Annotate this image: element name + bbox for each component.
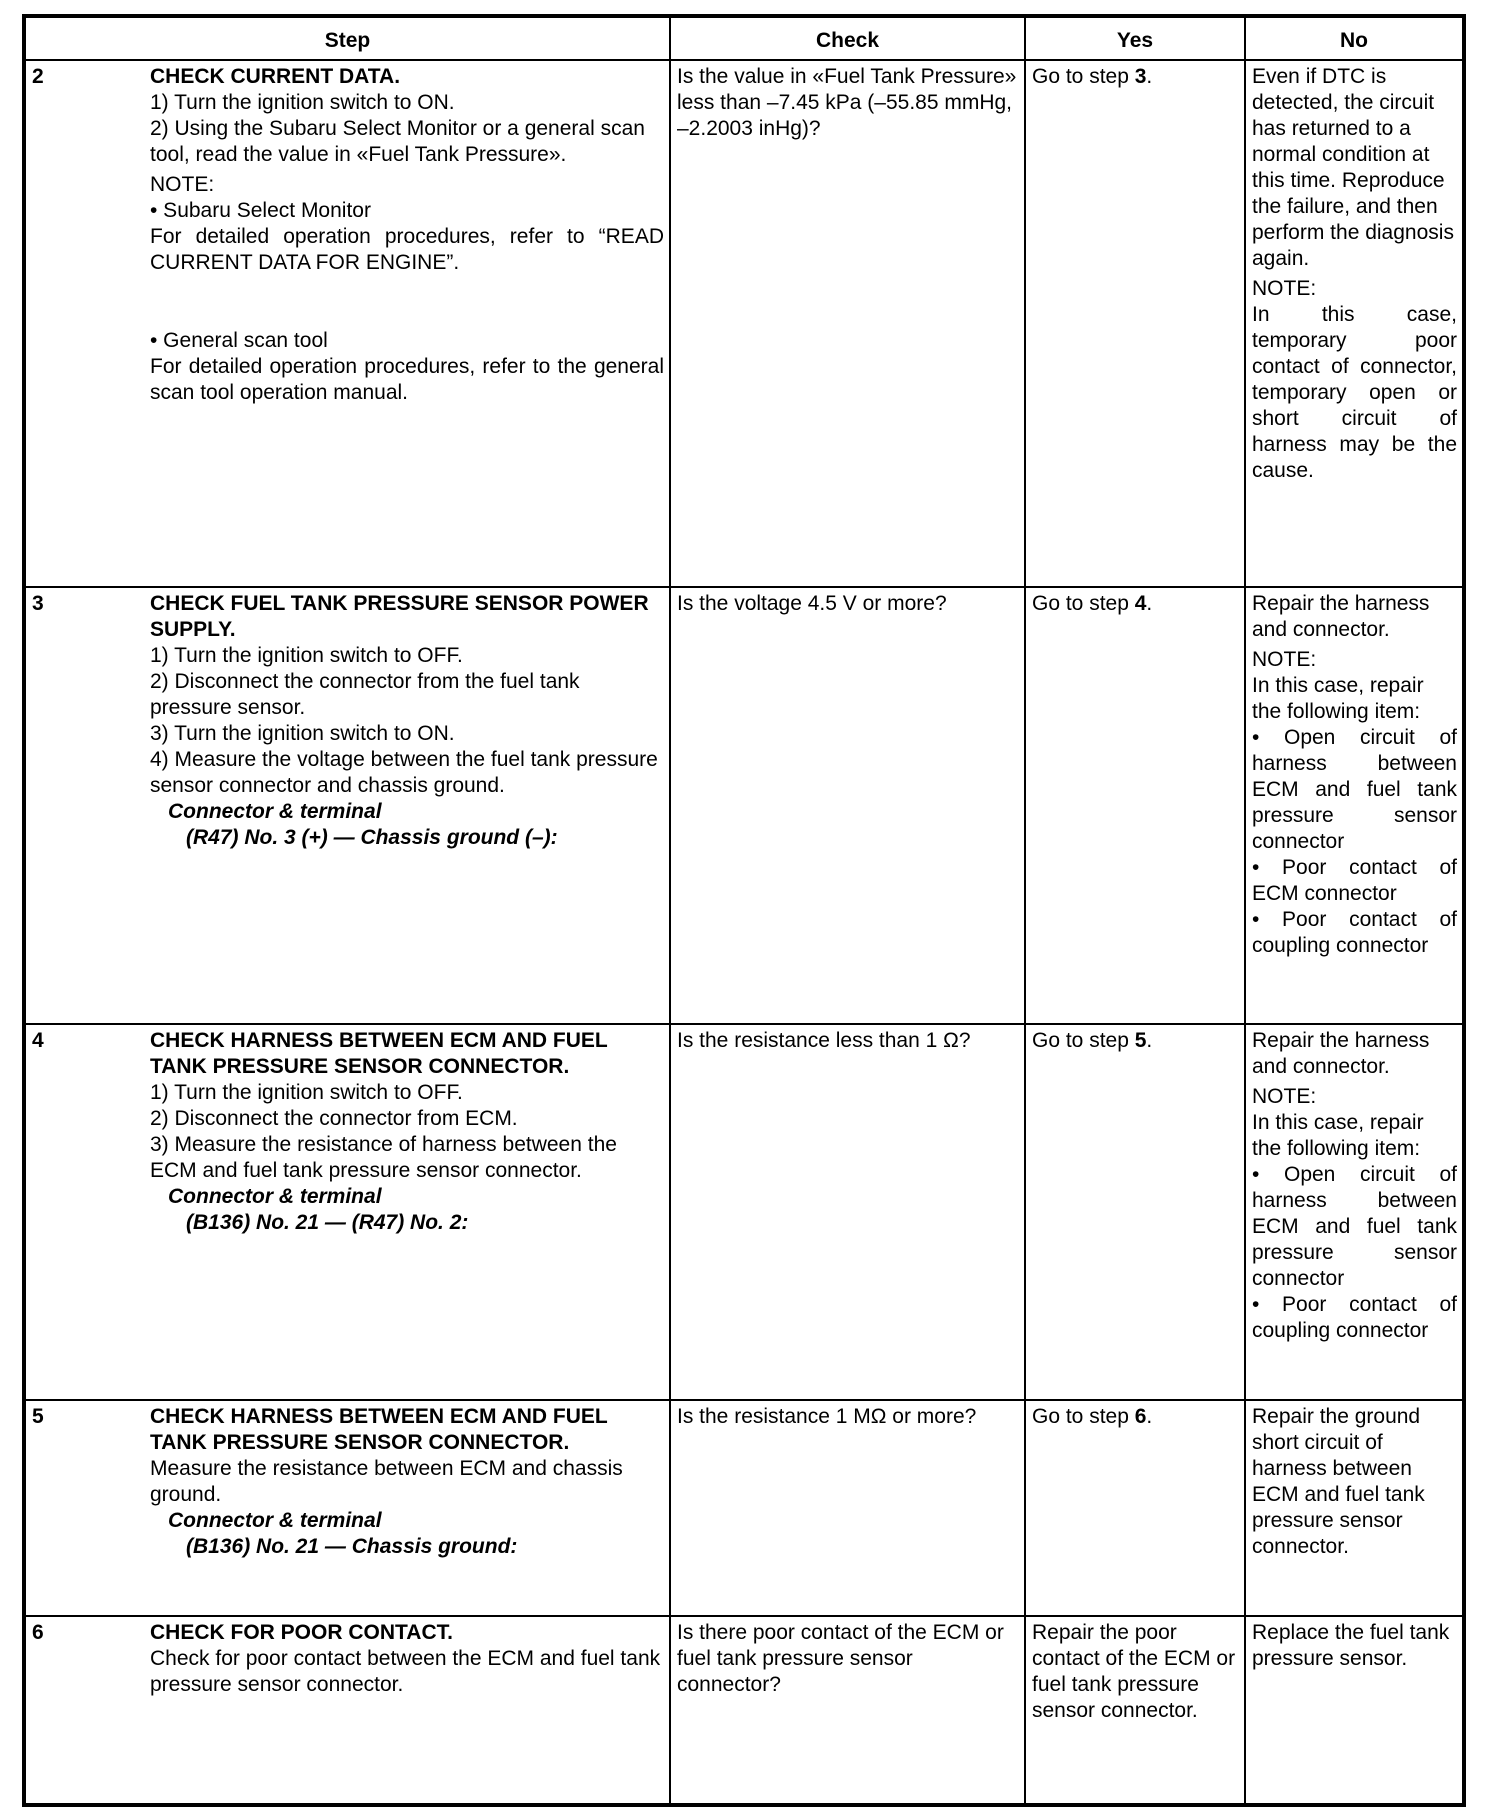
- step-instruction: 1) Turn the ignition switch to OFF.: [150, 644, 463, 667]
- step-cell: [26, 587, 670, 1024]
- connector-label: Connector & terminal: [168, 1509, 382, 1532]
- goto-step-link[interactable]: 6: [1134, 1405, 1147, 1428]
- table-header-row: [26, 18, 1462, 60]
- no-text: Even if DTC is detected, the circuit has returned to a normal condition at this time. Reproduce the failure, and then perform the diagnosis again.: [1252, 65, 1454, 270]
- note-bullet: • General scan tool: [150, 329, 328, 352]
- step-instruction: 3) Turn the ignition switch to ON.: [150, 722, 455, 745]
- header-yes: Yes: [1025, 18, 1245, 60]
- yes-prefix: Go to step: [1032, 1029, 1135, 1052]
- step-number: 3: [32, 592, 44, 615]
- note-text: For detailed operation procedures, refer to “READ CURRENT DATA FOR ENGINE”.: [150, 225, 664, 274]
- yes-cell: Repair the poor contact of the ECM or fuel tank pressure sensor connector.: [1025, 1616, 1245, 1803]
- step-instruction: 2) Using the Subaru Select Monitor or a general scan tool, read the value in «Fuel Tank Pressure».: [150, 117, 645, 166]
- check-cell: Is the resistance 1 MΩ or more?: [670, 1400, 1025, 1616]
- check-cell: Is the value in «Fuel Tank Pressure» less than –7.45 kPa (–55.85 mmHg, –2.2003 inHg)?: [670, 60, 1025, 587]
- yes-prefix: Go to step: [1032, 65, 1135, 88]
- step-number: 2: [32, 65, 44, 88]
- yes-cell: [1025, 1400, 1245, 1616]
- no-text: Repair the harness and connector.: [1252, 592, 1430, 641]
- step-number: 4: [32, 1029, 44, 1052]
- step-title: CHECK FOR POOR CONTACT.: [150, 1621, 453, 1644]
- table-row-step-5: [26, 1400, 1462, 1616]
- step-instruction: 2) Disconnect the connector from the fuel tank pressure sensor.: [150, 670, 580, 719]
- connector-label: Connector & terminal: [168, 800, 382, 823]
- connector-value: (B136) No. 21 — (R47) No. 2:: [186, 1211, 469, 1234]
- note-text: In this case, repair the following item:: [1252, 674, 1424, 723]
- diagnostic-table-frame: [22, 14, 1466, 1807]
- header-check: Check: [670, 18, 1025, 60]
- table-row-step-6: [26, 1616, 1462, 1803]
- check-cell: Is the resistance less than 1 Ω?: [670, 1024, 1025, 1400]
- yes-suffix: .: [1146, 1405, 1153, 1428]
- step-title: CHECK CURRENT DATA.: [150, 65, 401, 88]
- no-text: Repair the harness and connector.: [1252, 1029, 1430, 1078]
- step-cell: [26, 60, 670, 587]
- note-item: • Poor contact of coupling connector: [1252, 1293, 1457, 1342]
- step-cell: [26, 1400, 670, 1616]
- connector-value: (R47) No. 3 (+) — Chassis ground (–):: [186, 826, 558, 849]
- step-instruction: 4) Measure the voltage between the fuel tank pressure sensor connector and chassis ground.: [150, 748, 658, 797]
- yes-suffix: .: [1146, 592, 1153, 615]
- note-bullet: • Subaru Select Monitor: [150, 199, 371, 222]
- no-cell: [1245, 1024, 1462, 1400]
- yes-suffix: .: [1146, 1029, 1153, 1052]
- step-title: CHECK HARNESS BETWEEN ECM AND FUEL TANK PRESSURE SENSOR CONNECTOR.: [150, 1405, 608, 1454]
- header-step: Step: [26, 18, 670, 60]
- note-label: NOTE:: [1252, 1085, 1317, 1108]
- step-instruction: 1) Turn the ignition switch to OFF.: [150, 1081, 463, 1104]
- note-text: In this case, temporary poor contact of connector, temporary open or short circuit of harness may be the cause.: [1252, 303, 1457, 482]
- table-row-step-2: [26, 60, 1462, 587]
- note-label: NOTE:: [150, 173, 215, 196]
- step-cell: [26, 1616, 670, 1803]
- step-number: 5: [32, 1405, 44, 1428]
- header-no: No: [1245, 18, 1462, 60]
- note-text: For detailed operation procedures, refer to the general scan tool operation manual.: [150, 355, 664, 404]
- step-cell: [26, 1024, 670, 1400]
- no-cell: Repair the ground short circuit of harness between ECM and fuel tank pressure sensor connector.: [1245, 1400, 1462, 1616]
- goto-step-link[interactable]: 5: [1134, 1029, 1147, 1052]
- check-cell: Is there poor contact of the ECM or fuel tank pressure sensor connector?: [670, 1616, 1025, 1803]
- note-label: NOTE:: [1252, 648, 1317, 671]
- yes-prefix: Go to step: [1032, 592, 1135, 615]
- note-item: • Open circuit of harness between ECM and fuel tank pressure sensor connector: [1252, 726, 1457, 853]
- no-cell: Replace the fuel tank pressure sensor.: [1245, 1616, 1462, 1803]
- step-instruction: Check for poor contact between the ECM and fuel tank pressure sensor connector.: [150, 1647, 661, 1696]
- step-instruction: 1) Turn the ignition switch to ON.: [150, 91, 455, 114]
- yes-suffix: .: [1146, 65, 1153, 88]
- note-label: NOTE:: [1252, 277, 1317, 300]
- yes-cell: [1025, 587, 1245, 1024]
- connector-label: Connector & terminal: [168, 1185, 382, 1208]
- goto-step-link[interactable]: 4: [1134, 592, 1147, 615]
- yes-cell: [1025, 60, 1245, 587]
- step-instruction: 2) Disconnect the connector from ECM.: [150, 1107, 518, 1130]
- step-number: 6: [32, 1621, 44, 1644]
- table-row-step-3: [26, 587, 1462, 1024]
- yes-cell: [1025, 1024, 1245, 1400]
- connector-value: (B136) No. 21 — Chassis ground:: [186, 1535, 518, 1558]
- yes-prefix: Go to step: [1032, 1405, 1135, 1428]
- no-cell: [1245, 587, 1462, 1024]
- goto-step-link[interactable]: 3: [1134, 65, 1147, 88]
- note-item: • Open circuit of harness between ECM and fuel tank pressure sensor connector: [1252, 1163, 1457, 1290]
- step-instruction: Measure the resistance between ECM and chassis ground.: [150, 1457, 623, 1506]
- step-title: CHECK FUEL TANK PRESSURE SENSOR POWER SUPPLY.: [150, 592, 649, 641]
- no-cell: [1245, 60, 1462, 587]
- check-cell: Is the voltage 4.5 V or more?: [670, 587, 1025, 1024]
- step-instruction: 3) Measure the resistance of harness between the ECM and fuel tank pressure sensor connector.: [150, 1133, 617, 1182]
- step-title: CHECK HARNESS BETWEEN ECM AND FUEL TANK PRESSURE SENSOR CONNECTOR.: [150, 1029, 608, 1078]
- note-item: • Poor contact of coupling connector: [1252, 908, 1457, 957]
- table-row-step-4: [26, 1024, 1462, 1400]
- note-text: In this case, repair the following item:: [1252, 1111, 1424, 1160]
- note-item: • Poor contact of ECM connector: [1252, 856, 1457, 905]
- diagnostic-table: [26, 18, 1462, 1803]
